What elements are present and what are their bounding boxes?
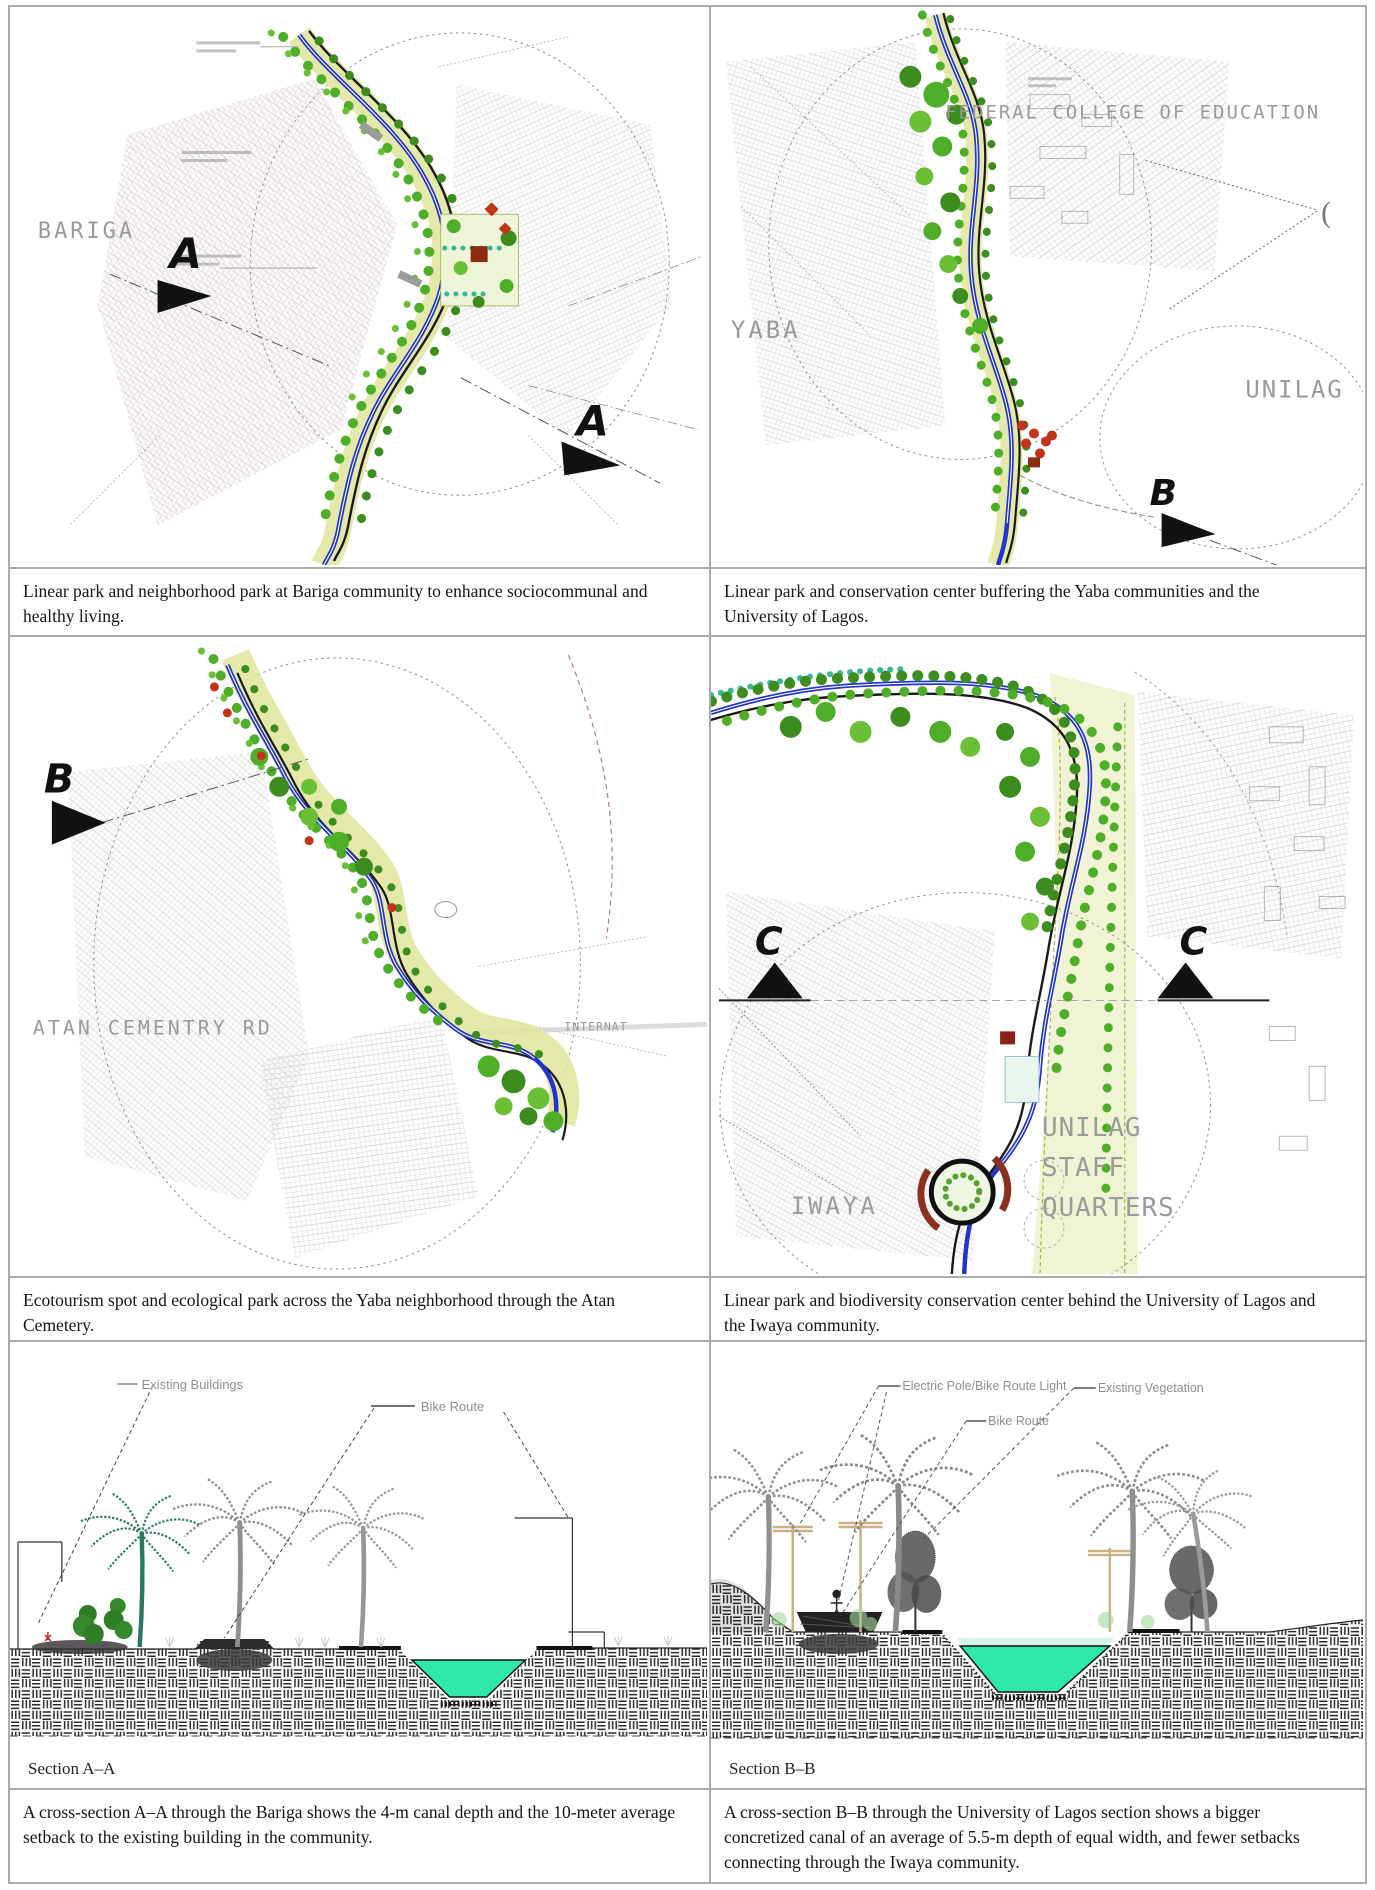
callout-paren: ( [1321, 196, 1332, 230]
panel-caption: Linear park and biodiversity conservation center behind the University of Lagos and the Iwaya community. [724, 1290, 1316, 1335]
caption-cell [10, 1790, 707, 1880]
neighborhood-park [441, 202, 519, 308]
canal-bank-edge [902, 1631, 1179, 1632]
bariga-plan-drawing [10, 7, 707, 565]
area-label-iwaya: IWAYA [790, 1192, 878, 1221]
panel-atan-plan [10, 637, 707, 1274]
quarters-label-line2: STAFF [1041, 1153, 1125, 1184]
building-footprint [1000, 1031, 1015, 1044]
caption-cell [10, 1278, 707, 1338]
grid-line [8, 1882, 1367, 1884]
quarters-label-line1: UNILAG [1041, 1113, 1142, 1144]
building-footprint [471, 246, 488, 262]
quarters-label-line3: QUARTERS [1041, 1193, 1175, 1224]
area-label-yaba: YABA [730, 315, 801, 344]
bike-path-mound [194, 1639, 274, 1671]
section-title: Section A–A [28, 1759, 116, 1778]
section-cut-marker-b [1020, 473, 1351, 565]
boundary-line [568, 655, 612, 939]
label-bike-route: Bike Route [988, 1413, 1050, 1429]
planting-bed [32, 1598, 133, 1654]
section-cut-triangle-icon [561, 441, 620, 475]
conservation-center-block [1005, 1056, 1039, 1102]
edge-label: INTERNAT [564, 1019, 628, 1034]
area-label-bariga: BARIGA [37, 219, 136, 245]
yaba-plan-drawing [711, 7, 1363, 565]
college-label: FEDERAL COLLEGE OF EDUCATION [945, 101, 1321, 124]
dark-bush-icon [887, 1531, 1217, 1632]
study-area-boundary [1100, 326, 1363, 549]
ground-hatch [10, 1639, 707, 1736]
label-existing-vegetation: Existing Vegetation [1097, 1380, 1204, 1396]
section-letter: C [1179, 919, 1208, 964]
panel-section-aa [10, 1342, 707, 1786]
label-bike-route: Bike Route [420, 1398, 485, 1415]
grid-line [1365, 5, 1367, 1884]
building-outline [18, 1518, 604, 1649]
caption-cell [711, 1790, 1363, 1880]
caption-cell [711, 1278, 1363, 1338]
shrub-icon [73, 1598, 133, 1644]
panel-section-bb [711, 1342, 1363, 1786]
street-grid [68, 752, 479, 1258]
park-strip [1032, 673, 1138, 1274]
iwaya-plan-drawing [711, 637, 1363, 1274]
palm-tree-icon [820, 1435, 973, 1632]
palm-tree-icon [173, 1479, 304, 1647]
panel-caption: Ecotourism spot and ecological park across the Yaba neighborhood through the Atan Cemetery. [23, 1290, 615, 1335]
panel-yaba-plan [711, 7, 1363, 565]
label-existing-buildings: Existing Buildings [141, 1376, 244, 1393]
flower-icon [45, 1632, 51, 1641]
label-electric-pole: Electric Pole/Bike Route Light [902, 1378, 1067, 1394]
palm-tree-icon [300, 1486, 425, 1647]
section-letter: A [576, 396, 609, 446]
panel-bariga-plan [10, 7, 707, 565]
caption-cell [10, 569, 707, 633]
section-letter: C [754, 919, 783, 964]
campus-label-unilag: UNILAG [1245, 375, 1344, 404]
atan-plan-drawing [10, 637, 707, 1274]
panel-iwaya-plan [711, 637, 1363, 1274]
road-label-atan: ATAN CEMENTRY RD [32, 1015, 273, 1040]
palm-tree-icon [81, 1494, 200, 1647]
section-letter: B [43, 756, 75, 803]
section-aa-drawing [10, 1342, 707, 1756]
roundabout-outline [435, 902, 457, 918]
section-title: Section B–B [729, 1759, 816, 1778]
section-bb-drawing [711, 1342, 1363, 1756]
panel-caption: A cross-section A–A through the Bariga shows the 4-m canal depth and the 10-meter average setback to the existing building in the community. [23, 1802, 676, 1847]
red-roof-cluster [1017, 421, 1057, 468]
section-letter: B [1149, 473, 1178, 515]
caption-cell [711, 569, 1363, 633]
water-highlight [956, 1638, 1114, 1646]
panel-caption: Linear park and conservation center buffering the Yaba communities and the University of Lagos. [724, 581, 1260, 626]
panel-caption: Linear park and neighborhood park at Bariga community to enhance sociocommunal and healthy living. [23, 581, 648, 626]
panel-caption: A cross-section B–B through the University of Lagos section shows a bigger concretized canal of an average of 5.5-m depth of equal width, and fewer setbacks connecting through the Iwaya community. [724, 1802, 1300, 1872]
section-letter: A [169, 229, 202, 279]
section-cut-triangle-icon [1158, 962, 1214, 998]
